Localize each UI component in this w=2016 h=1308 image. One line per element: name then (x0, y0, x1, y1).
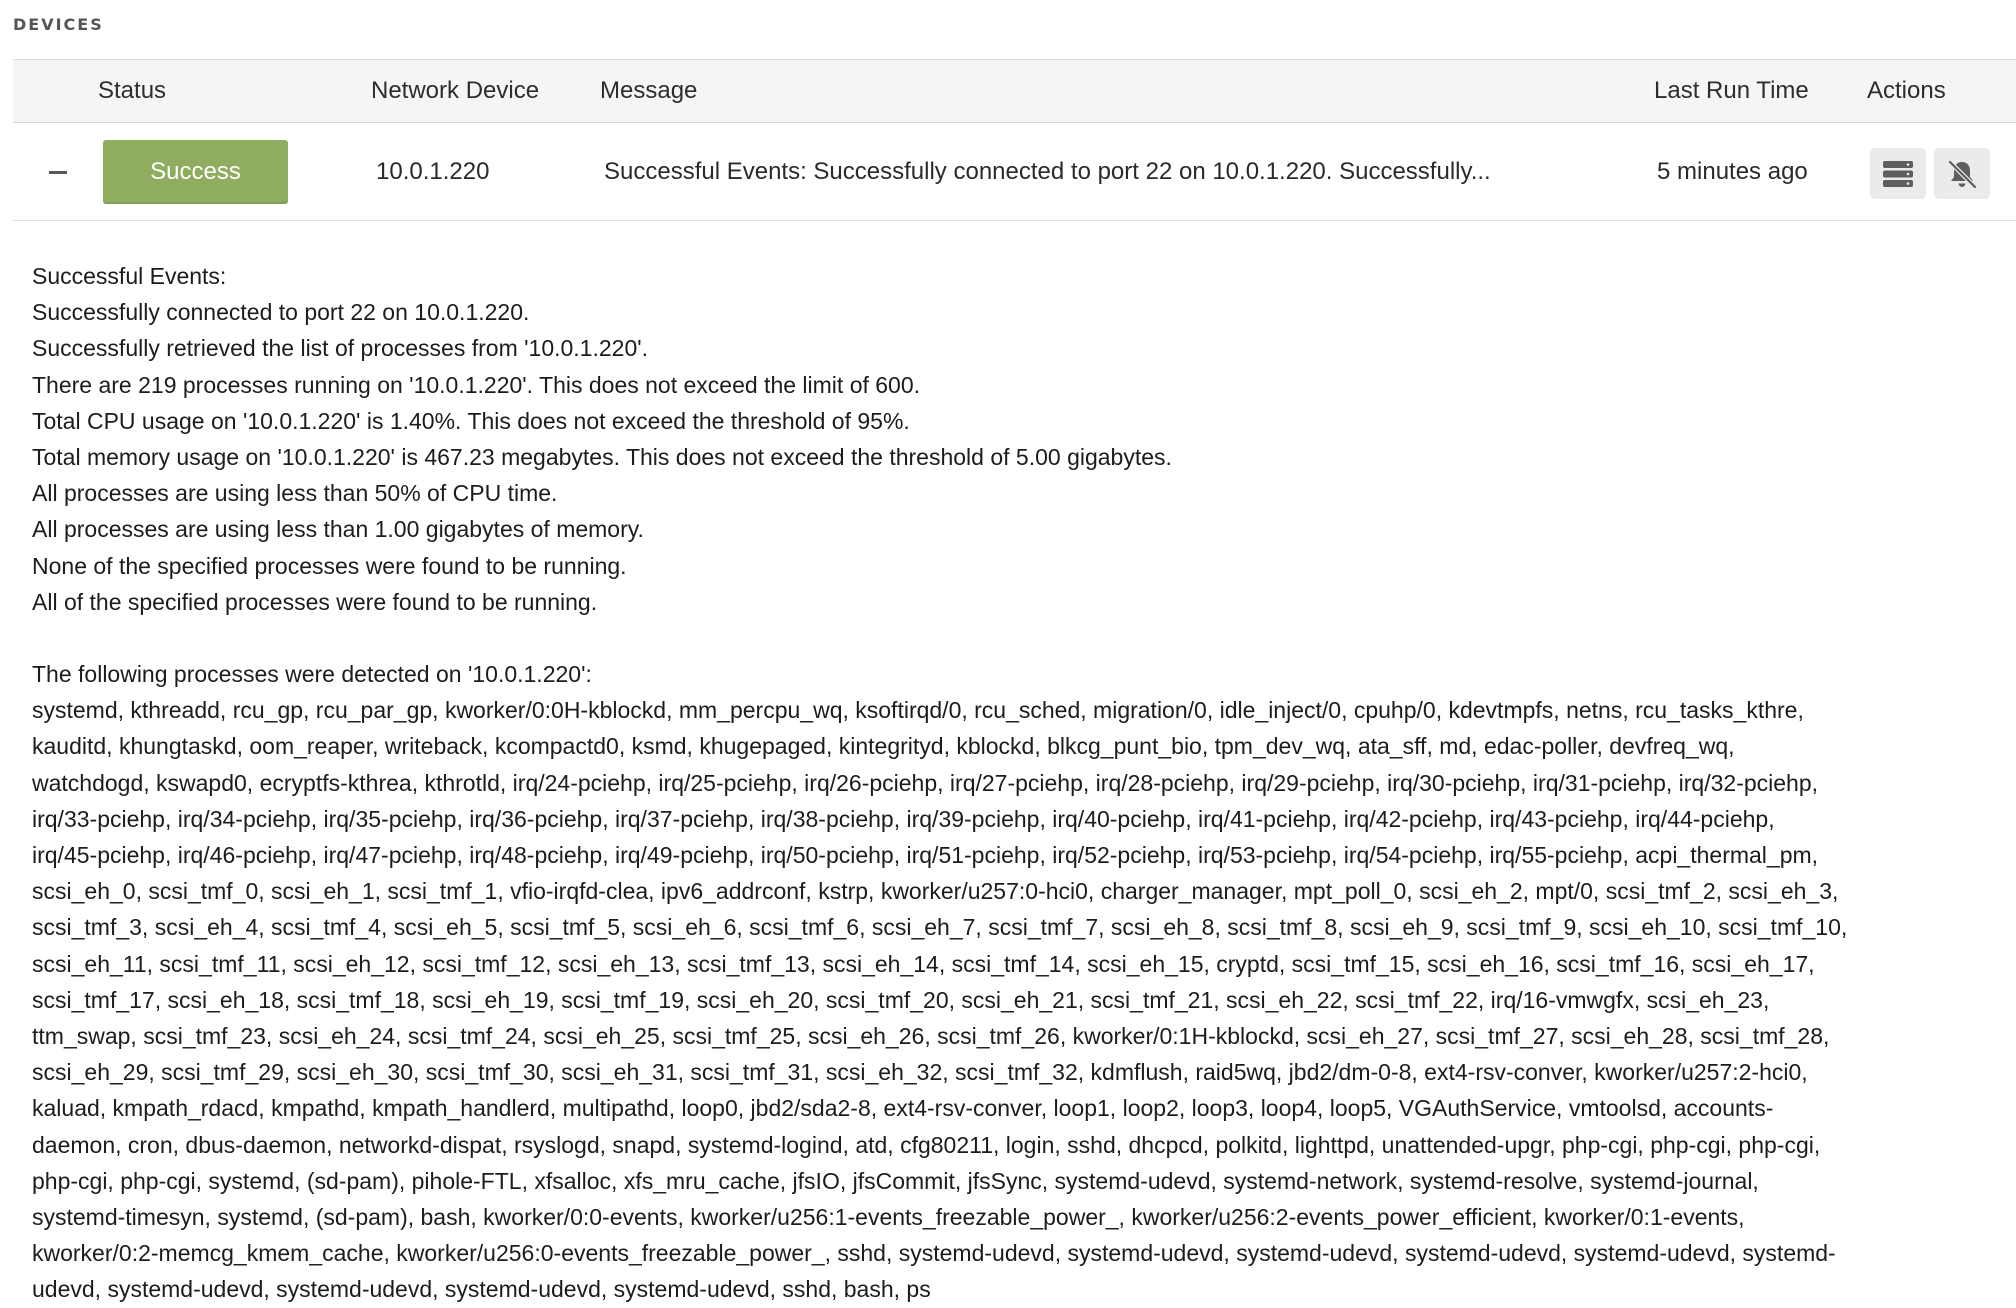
detail-line: Total memory usage on '10.0.1.220' is 467.23 megabytes. This does not exceed the threshold of 5.00 gigabytes. (32, 444, 1172, 471)
devices-table (13, 59, 2016, 221)
processes-heading: The following processes were detected on '10.0.1.220': (32, 661, 592, 688)
detail-line: None of the specified processes were found to be running. (32, 552, 627, 579)
minus-icon (49, 171, 67, 174)
process-list-line: php-cgi, php-cgi, systemd, (sd-pam), pihole-FTL, xfsalloc, xfs_mru_cache, jfsIO, jfsCommit, jfsSync, systemd-udevd, systemd-network, systemd-resolve, systemd-journal, (32, 1167, 1759, 1194)
process-list-line: watchdogd, kswapd0, ecryptfs-kthrea, kthrotld, irq/24-pciehp, irq/25-pciehp, irq/26-pciehp, irq/27-pciehp, irq/28-pciehp, irq/29-pciehp, irq/30-pciehp, irq/31-pciehp, irq/32-pciehp, (32, 769, 1819, 796)
detail-line: All processes are using less than 50% of CPU time. (32, 480, 558, 507)
process-list-line: kauditd, khungtaskd, oom_reaper, writeback, kcompactd0, ksmd, khugepaged, kintegrityd, kblockd, blkcg_punt_bio, tpm_dev_wq, ata_sff, md, edac-poller, devfreq_wq, (32, 733, 1735, 760)
column-header-message[interactable]: Message (600, 77, 698, 104)
process-list-line: irq/45-pciehp, irq/46-pciehp, irq/47-pciehp, irq/48-pciehp, irq/49-pciehp, irq/50-pciehp, irq/51-pciehp, irq/52-pciehp, irq/53-pciehp, irq/54-pciehp, irq/55-pciehp, acpi_thermal_pm, (32, 842, 1819, 869)
process-list-line: scsi_tmf_17, scsi_eh_18, scsi_tmf_18, scsi_eh_19, scsi_tmf_19, scsi_eh_20, scsi_tmf_20, scsi_eh_21, scsi_tmf_21, scsi_eh_22, scsi_tmf_22, irq/16-vmwgfx, scsi_eh_23, (32, 986, 1770, 1013)
process-list-line: scsi_eh_11, scsi_tmf_11, scsi_eh_12, scsi_tmf_12, scsi_eh_13, scsi_tmf_13, scsi_eh_14, scsi_tmf_14, scsi_eh_15, cryptd, scsi_tmf_15, scsi_eh_16, scsi_tmf_16, scsi_eh_17, (32, 950, 1815, 977)
mute-notifications-button[interactable] (1934, 148, 1990, 199)
detail-line: Successfully retrieved the list of processes from '10.0.1.220'. (32, 335, 649, 362)
section-title: DEVICES (13, 15, 104, 34)
server-icon (1882, 160, 1914, 188)
process-list-line: udevd, systemd-udevd, systemd-udevd, systemd-udevd, systemd-udevd, sshd, bash, ps (32, 1276, 931, 1303)
process-list-line: scsi_eh_0, scsi_tmf_0, scsi_eh_1, scsi_tmf_1, vfio-irqfd-clea, ipv6_addrconf, kstrp, kworker/u257:0-hci0, charger_manager, mpt_poll_0, scsi_eh_2, mpt/0, scsi_tmf_2, scsi_eh_3, (32, 878, 1839, 905)
message-cell: Successful Events: Successfully connected to port 22 on 10.0.1.220. Successfully... (604, 158, 1491, 185)
column-header-last-run-time[interactable]: Last Run Time (1654, 77, 1809, 104)
table-header (13, 59, 2016, 123)
detail-line: All of the specified processes were found to be running. (32, 588, 598, 615)
detail-line: Successfully connected to port 22 on 10.0.1.220. (32, 299, 530, 326)
column-header-actions: Actions (1867, 77, 1946, 104)
table-row (13, 123, 2016, 221)
detail-line: Total CPU usage on '10.0.1.220' is 1.40%. This does not exceed the threshold of 95%. (32, 407, 910, 434)
event-details-panel (32, 258, 2007, 1308)
column-header-status[interactable]: Status (98, 77, 167, 104)
process-list-line: scsi_eh_29, scsi_tmf_29, scsi_eh_30, scsi_tmf_30, scsi_eh_31, scsi_tmf_31, scsi_eh_32, scsi_tmf_32, kdmflush, raid5wq, jbd2/dm-0-8, ext4-rsv-conver, kworker/u257:2-hci0, (32, 1059, 1808, 1086)
process-list-line: systemd-timesyn, systemd, (sd-pam), bash, kworker/0:0-events, kworker/u256:1-events_freezable_power_, kworker/u256:2-events_power_efficient, kworker/0:1-events, (32, 1204, 1745, 1231)
status-badge: Success (103, 140, 288, 204)
process-list-line: irq/33-pciehp, irq/34-pciehp, irq/35-pciehp, irq/36-pciehp, irq/37-pciehp, irq/38-pciehp, irq/39-pciehp, irq/40-pciehp, irq/41-pciehp, irq/42-pciehp, irq/43-pciehp, irq/44-pciehp, (32, 805, 1775, 832)
column-header-network-device[interactable]: Network Device (371, 77, 540, 104)
process-list-line: kworker/0:2-memcg_kmem_cache, kworker/u256:0-events_freezable_power_, sshd, systemd-udevd, systemd-udevd, systemd-udevd, systemd-udevd, systemd-udevd, systemd- (32, 1240, 1836, 1267)
network-device-cell: 10.0.1.220 (376, 158, 490, 185)
bell-slash-icon (1945, 158, 1979, 190)
spacer (32, 620, 2007, 656)
process-list-line: kaluad, kmpath_rdacd, kmpathd, kmpath_handlerd, multipathd, loop0, jbd2/sda2-8, ext4-rsv-conver, loop1, loop2, loop3, loop4, loop5, VGAuthService, vmtoolsd, accounts- (32, 1095, 1774, 1122)
detail-line: All processes are using less than 1.00 gigabytes of memory. (32, 516, 644, 543)
process-list-line: scsi_tmf_3, scsi_eh_4, scsi_tmf_4, scsi_eh_5, scsi_tmf_5, scsi_eh_6, scsi_tmf_6, scsi_eh_7, scsi_tmf_7, scsi_eh_8, scsi_tmf_8, scsi_eh_9, scsi_tmf_9, scsi_eh_10, scsi_tmf_10, (32, 914, 1848, 941)
collapse-row-button[interactable] (41, 153, 75, 193)
process-list-line: daemon, cron, dbus-daemon, networkd-dispat, rsyslogd, snapd, systemd-logind, atd, cfg80211, login, sshd, dhcpcd, polkitd, lighttpd, unattended-upgr, php-cgi, php-cgi, php-cgi, (32, 1131, 1821, 1158)
view-details-button[interactable] (1870, 148, 1926, 199)
last-run-time-cell: 5 minutes ago (1657, 158, 1808, 185)
process-list-line: ttm_swap, scsi_tmf_23, scsi_eh_24, scsi_tmf_24, scsi_eh_25, scsi_tmf_25, scsi_eh_26, scsi_tmf_26, kworker/0:1H-kblockd, scsi_eh_27, scsi_tmf_27, scsi_eh_28, scsi_tmf_28, (32, 1023, 1830, 1050)
detail-line: Successful Events: (32, 263, 227, 289)
process-list-line: systemd, kthreadd, rcu_gp, rcu_par_gp, kworker/0:0H-kblockd, mm_percpu_wq, ksoftirqd/0, rcu_sched, migration/0, idle_inject/0, cpuhp/0, kdevtmpfs, netns, rcu_tasks_kthre, (32, 697, 1804, 724)
detail-line: There are 219 processes running on '10.0.1.220'. This does not exceed the limit of 600. (32, 371, 921, 398)
